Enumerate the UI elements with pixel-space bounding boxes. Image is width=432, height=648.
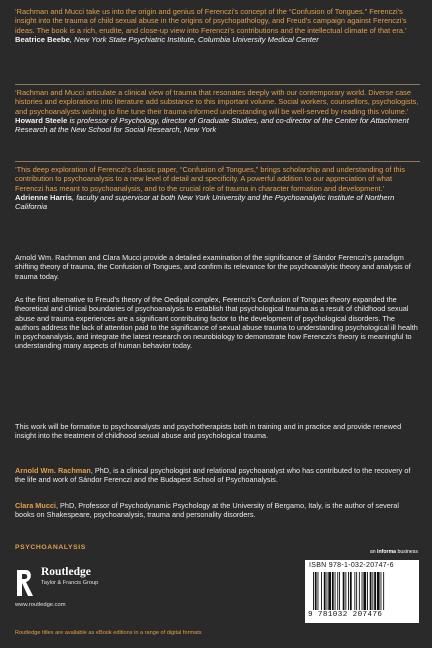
barcode-bar <box>359 572 360 610</box>
endorser-name: Adrienne Harris <box>15 192 72 202</box>
barcode <box>305 560 419 623</box>
informa-suffix: business <box>396 549 418 555</box>
barcode-bar <box>354 572 355 610</box>
author-bio-text: , PhD, is a clinical psychologist and relational psychoanalyst who has contributed to the recovery of the life and work of Sándor Ferenczi and the Budapest School of Psychoanalysis. <box>15 466 411 485</box>
publisher-logo <box>15 566 155 606</box>
subject-category: PSYCHOANALYSIS <box>15 544 86 551</box>
divider <box>15 161 420 162</box>
publisher-url: www.routledge.com <box>15 602 66 608</box>
barcode-bar <box>367 572 368 610</box>
endorsement-text: ‘This deep exploration of Ferenczi’s classic paper, “Confusion of Tongues,” brings scholarship and understanding of this contribution to psychoanalysis to a new level of detail and specificity. A powerful addition to our appreciation of what Ferenczi has meant to psychoanalysis, and to the crucial role of trauma in character formation and development.’ <box>15 165 406 193</box>
description-paragraph-1: Arnold Wm. Rachman and Clara Mucci provide a detailed examination of the significance of Sándor Ferenczi’s paradigm shifting theory of trauma, the Confusion of Tongues, and confirm its relevance for the psychoanalytic theory and analysis of trauma today. <box>15 253 411 281</box>
barcode-bar <box>345 572 346 610</box>
endorser-name: Howard Steele <box>15 115 68 125</box>
barcode-bars <box>313 572 411 610</box>
ebook-note: Routledge titles are available as eBook editions in a range of digital formats <box>15 630 202 636</box>
author-bio-2 <box>15 501 418 520</box>
endorser-affiliation: is professor of Psychology, director of Graduate Studies, and co-director of the Center for Attachment Research at the New School for Social Research, New York <box>15 115 409 135</box>
endorsement-3 <box>15 165 420 211</box>
divider <box>15 84 420 85</box>
barcode-bar <box>315 572 317 610</box>
author-name: Clara Mucci <box>15 501 56 510</box>
informa-prefix: an <box>369 549 378 555</box>
barcode-bar <box>343 572 345 610</box>
barcode-bar <box>356 572 357 610</box>
barcode-bar <box>328 572 331 610</box>
description-paragraph-2: As the first alternative to Freud’s theory of the Oedipal complex, Ferenczi’s Confusion of Tongues theory expanded the theoretical and clinical boundaries of psychoanalysis to establish that psychological trauma as a result of childhood sexual abuse and trauma experiences are a significant contributing factor to the development of psychological disorders. The authors address the lack of attention paid to the significance of sexual abuse trauma to understanding psychological ill health in psychoanalysis, and integrate the latest research on neurobiology to demonstrate how Ferenczi’s theory is meaningful to understanding many aspects of human behavior today. <box>15 295 418 351</box>
barcode-number: 9 781032 207476 <box>308 611 383 619</box>
barcode-bar <box>363 572 366 610</box>
barcode-bar <box>348 572 349 610</box>
barcode-bar <box>370 572 372 610</box>
barcode-bar <box>339 572 340 610</box>
endorsement-attribution <box>15 116 420 135</box>
endorsement-attribution <box>15 193 420 212</box>
endorsement-attribution <box>15 35 420 44</box>
endorsement-2 <box>15 88 420 134</box>
endorser-affiliation: , faculty and supervisor at both New York University and the Psychoanalytic Institute of Northern California <box>15 192 395 212</box>
barcode-bar <box>381 572 382 610</box>
barcode-bar <box>327 572 328 610</box>
barcode-bar <box>337 572 338 610</box>
endorser-name: Beatrice Beebe <box>15 34 70 44</box>
endorser-affiliation: , New York State Psychiatric Institute, Columbia University Medical Center <box>69 34 319 44</box>
barcode-bar <box>335 572 336 610</box>
description-paragraph-3: This work will be formative to psychoanalysts and psychotherapists both in training and in practice and provide renewed insight into the treatment of childhood sexual abuse and psychological trauma. <box>15 422 402 441</box>
author-bio-text: , PhD, Professor of Psychodynamic Psychology at the University of Bergamo, Italy, is the author of several books on Shakespeare, psychoanalysis, trauma and personality disorders. <box>15 501 399 520</box>
barcode-bar <box>383 572 384 610</box>
barcode-bar <box>377 572 380 610</box>
author-bio-1 <box>15 466 418 485</box>
barcode-bar <box>324 572 326 610</box>
barcode-bar <box>362 572 363 610</box>
endorsement-text: ‘Rachman and Mucci take us into the origin and genius of Ferenczi’s concept of the “Confusion of Tongues.” Ferenczi’s insight into the trauma of child sexual abuse in the origins of psychopathology, and Freud’s campaign against Ferenczi’s ideas. The book is a rich, erudite, and close-up view into Ferenczi’s contributions and the intellectual climate of that era.’ <box>15 7 407 35</box>
barcode-bar <box>321 572 322 610</box>
isbn-label: ISBN 978-1-032-20747-6 <box>309 562 394 569</box>
endorsement-1 <box>15 7 420 44</box>
barcode-bar <box>332 572 334 610</box>
publisher-name: Routledge <box>41 566 91 578</box>
informa-brand: informa <box>377 549 397 555</box>
endorsement-text: ‘Rachman and Mucci articulate a clinical view of trauma that resonates deeply with our contemporary world. Diverse case histories and explorations into literature add substance to this important volume. Social workers, counsellors, psychologists, and psychoanalysts wishing to fine tune their trauma-informed understanding will be well-served by reading this volume.’ <box>15 88 419 116</box>
author-name: Arnold Wm. Rachman <box>15 466 91 475</box>
publisher-group: Taylor & Francis Group <box>41 580 99 586</box>
barcode-bar <box>318 572 319 610</box>
barcode-bar <box>372 572 373 610</box>
barcode-bar <box>350 572 352 610</box>
informa-tagline <box>360 549 418 555</box>
routledge-logo-icon <box>15 568 35 598</box>
barcode-bar <box>374 572 376 610</box>
barcode-bar <box>313 572 314 610</box>
